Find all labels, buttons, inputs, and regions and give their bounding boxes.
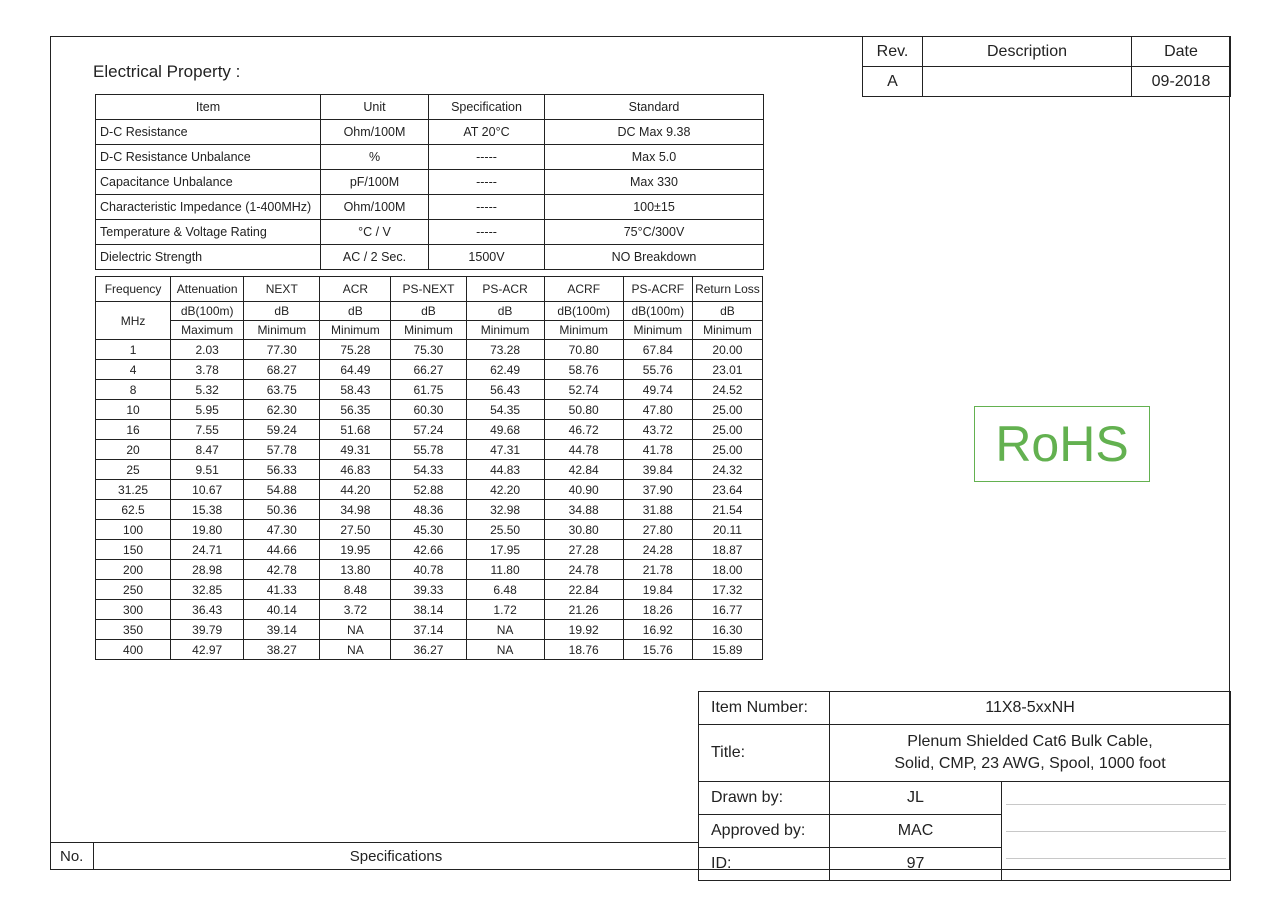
freq-cell-value: 37.90 xyxy=(623,480,692,500)
freq-cell-value: 1.72 xyxy=(466,600,544,620)
freq-unit-cell: dB xyxy=(320,302,391,321)
freq-cell-value: 49.68 xyxy=(466,420,544,440)
spec-row xyxy=(96,245,764,270)
freq-cell-value: 36.27 xyxy=(391,640,466,660)
spec-cell-specification: ----- xyxy=(429,220,545,245)
freq-cell-value: 75.28 xyxy=(320,340,391,360)
freq-unit-cell: dB xyxy=(391,302,466,321)
freq-cell-value: 45.30 xyxy=(391,520,466,540)
freq-row xyxy=(96,380,763,400)
freq-cell-value: 19.84 xyxy=(623,580,692,600)
freq-cell-value: NA xyxy=(466,640,544,660)
freq-unit-row xyxy=(96,302,763,321)
freq-cell-value: 56.43 xyxy=(466,380,544,400)
freq-cell-frequency: 1 xyxy=(96,340,171,360)
freq-cell-frequency: 4 xyxy=(96,360,171,380)
freq-unit-cell: dB xyxy=(692,302,762,321)
freq-cell-frequency: 150 xyxy=(96,540,171,560)
signature-line xyxy=(1006,858,1226,859)
item-number-row xyxy=(699,692,1231,725)
freq-cell-value: 68.27 xyxy=(244,360,320,380)
spec-row xyxy=(96,120,764,145)
freq-cell-value: 47.31 xyxy=(466,440,544,460)
spec-cell-standard: Max 5.0 xyxy=(545,145,764,170)
freq-cell-value: 27.50 xyxy=(320,520,391,540)
freq-header-attenuation: Attenuation xyxy=(171,277,244,302)
freq-cell-value: 38.14 xyxy=(391,600,466,620)
freq-cell-value: 50.80 xyxy=(544,400,623,420)
freq-cell-value: 75.30 xyxy=(391,340,466,360)
freq-cell-value: 25.00 xyxy=(692,400,762,420)
freq-cell-value: 17.32 xyxy=(692,580,762,600)
freq-cell-value: 21.26 xyxy=(544,600,623,620)
spec-cell-standard: Max 330 xyxy=(545,170,764,195)
revision-rev: A xyxy=(863,67,923,97)
spec-cell-unit: % xyxy=(321,145,429,170)
freq-cell-value: 77.30 xyxy=(244,340,320,360)
spec-cell-item: D-C Resistance Unbalance xyxy=(96,145,321,170)
revision-description xyxy=(923,67,1132,97)
freq-cell-frequency: 250 xyxy=(96,580,171,600)
freq-row xyxy=(96,500,763,520)
freq-cell-value: 19.95 xyxy=(320,540,391,560)
spec-row xyxy=(96,170,764,195)
spec-cell-unit: Ohm/100M xyxy=(321,195,429,220)
freq-limit-cell: Minimum xyxy=(244,321,320,340)
freq-cell-value: 49.74 xyxy=(623,380,692,400)
freq-cell-value: 64.49 xyxy=(320,360,391,380)
freq-cell-value: 39.14 xyxy=(244,620,320,640)
freq-row xyxy=(96,560,763,580)
revision-header-description: Description xyxy=(923,37,1132,67)
freq-cell-value: 34.98 xyxy=(320,500,391,520)
freq-cell-value: 44.78 xyxy=(544,440,623,460)
spec-row xyxy=(96,145,764,170)
freq-cell-frequency: 8 xyxy=(96,380,171,400)
freq-cell-frequency: 62.5 xyxy=(96,500,171,520)
freq-cell-value: 13.80 xyxy=(320,560,391,580)
freq-row xyxy=(96,360,763,380)
freq-unit-cell: dB xyxy=(244,302,320,321)
spec-cell-standard: DC Max 9.38 xyxy=(545,120,764,145)
freq-cell-value: 24.32 xyxy=(692,460,762,480)
approved-by-label: Approved by: xyxy=(699,815,830,848)
freq-row xyxy=(96,440,763,460)
spec-header-item: Item xyxy=(96,95,321,120)
freq-limit-cell: Maximum xyxy=(171,321,244,340)
freq-cell-value: 47.30 xyxy=(244,520,320,540)
revision-date: 09-2018 xyxy=(1132,67,1231,97)
freq-cell-frequency: 350 xyxy=(96,620,171,640)
freq-cell-value: 55.78 xyxy=(391,440,466,460)
freq-cell-value: 6.48 xyxy=(466,580,544,600)
freq-cell-value: 20.00 xyxy=(692,340,762,360)
freq-limit-cell: Minimum xyxy=(544,321,623,340)
revision-row xyxy=(863,67,1231,97)
freq-cell-value: 39.79 xyxy=(171,620,244,640)
freq-cell-value: 61.75 xyxy=(391,380,466,400)
freq-header-acr: ACR xyxy=(320,277,391,302)
freq-cell-value: 42.97 xyxy=(171,640,244,660)
freq-cell-value: 15.76 xyxy=(623,640,692,660)
drawn-by-row xyxy=(699,782,1231,815)
spec-header-row xyxy=(96,95,764,120)
freq-cell-frequency: 200 xyxy=(96,560,171,580)
freq-cell-value: 24.71 xyxy=(171,540,244,560)
freq-cell-value: 55.76 xyxy=(623,360,692,380)
freq-cell-value: 73.28 xyxy=(466,340,544,360)
freq-unit-cell: dB(100m) xyxy=(544,302,623,321)
freq-cell-value: 18.87 xyxy=(692,540,762,560)
freq-cell-value: 42.78 xyxy=(244,560,320,580)
freq-cell-value: 46.72 xyxy=(544,420,623,440)
spec-cell-unit: °C / V xyxy=(321,220,429,245)
rohs-badge: RoHS xyxy=(974,406,1150,482)
freq-header-next: NEXT xyxy=(244,277,320,302)
revision-header-date: Date xyxy=(1132,37,1231,67)
freq-cell-value: 44.83 xyxy=(466,460,544,480)
freq-row xyxy=(96,600,763,620)
electrical-property-title: Electrical Property : xyxy=(93,62,241,81)
spec-cell-specification: AT 20°C xyxy=(429,120,545,145)
freq-cell-value: 57.78 xyxy=(244,440,320,460)
freq-cell-value: 47.80 xyxy=(623,400,692,420)
freq-unit-cell: dB(100m) xyxy=(171,302,244,321)
freq-cell-frequency: 10 xyxy=(96,400,171,420)
approved-by-value: MAC xyxy=(830,815,1002,848)
freq-header-ps-acr: PS-ACR xyxy=(466,277,544,302)
freq-cell-value: 3.78 xyxy=(171,360,244,380)
drawn-by-value: JL xyxy=(830,782,1002,815)
freq-cell-value: 36.43 xyxy=(171,600,244,620)
freq-cell-value: 52.88 xyxy=(391,480,466,500)
freq-cell-value: 40.14 xyxy=(244,600,320,620)
title-value xyxy=(830,725,1231,782)
freq-cell-frequency: 16 xyxy=(96,420,171,440)
freq-row xyxy=(96,460,763,480)
freq-cell-value: 51.68 xyxy=(320,420,391,440)
freq-cell-value: NA xyxy=(466,620,544,640)
freq-cell-value: NA xyxy=(320,620,391,640)
freq-limit-cell: Minimum xyxy=(623,321,692,340)
freq-cell-value: 56.33 xyxy=(244,460,320,480)
freq-cell-value: 27.28 xyxy=(544,540,623,560)
freq-cell-value: 25.00 xyxy=(692,440,762,460)
freq-cell-value: 32.85 xyxy=(171,580,244,600)
freq-cell-value: 24.78 xyxy=(544,560,623,580)
freq-cell-value: 5.32 xyxy=(171,380,244,400)
revision-table xyxy=(862,36,1231,97)
specifications-row xyxy=(50,842,698,870)
spec-cell-item: Capacitance Unbalance xyxy=(96,170,321,195)
title-line-1: Plenum Shielded Cat6 Bulk Cable, xyxy=(907,733,1153,750)
freq-limit-cell: Minimum xyxy=(320,321,391,340)
freq-cell-value: 18.00 xyxy=(692,560,762,580)
freq-cell-value: 52.74 xyxy=(544,380,623,400)
freq-cell-value: 19.80 xyxy=(171,520,244,540)
freq-header-ps-next: PS-NEXT xyxy=(391,277,466,302)
signature-line xyxy=(1006,831,1226,832)
freq-cell-value: 42.66 xyxy=(391,540,466,560)
signature-line xyxy=(1006,804,1226,805)
freq-header-ps-acrf: PS-ACRF xyxy=(623,277,692,302)
freq-cell-value: 48.36 xyxy=(391,500,466,520)
spec-cell-unit: pF/100M xyxy=(321,170,429,195)
title-label: Title: xyxy=(699,725,830,782)
freq-cell-value: NA xyxy=(320,640,391,660)
freq-cell-value: 59.24 xyxy=(244,420,320,440)
freq-row xyxy=(96,400,763,420)
freq-cell-value: 62.30 xyxy=(244,400,320,420)
frequency-table xyxy=(95,276,763,660)
freq-header-row xyxy=(96,277,763,302)
freq-cell-value: 32.98 xyxy=(466,500,544,520)
drawn-by-label: Drawn by: xyxy=(699,782,830,815)
freq-unit-cell: dB xyxy=(466,302,544,321)
freq-cell-value: 40.90 xyxy=(544,480,623,500)
freq-cell-value: 44.20 xyxy=(320,480,391,500)
freq-cell-value: 16.77 xyxy=(692,600,762,620)
freq-row xyxy=(96,340,763,360)
freq-cell-value: 24.28 xyxy=(623,540,692,560)
freq-cell-value: 20.11 xyxy=(692,520,762,540)
freq-cell-value: 10.67 xyxy=(171,480,244,500)
spec-cell-standard: 75°C/300V xyxy=(545,220,764,245)
freq-cell-value: 30.80 xyxy=(544,520,623,540)
freq-unit-mhz: MHz xyxy=(96,302,171,340)
freq-limit-cell: Minimum xyxy=(466,321,544,340)
freq-row xyxy=(96,520,763,540)
freq-cell-value: 8.47 xyxy=(171,440,244,460)
spec-cell-specification: ----- xyxy=(429,170,545,195)
title-line-2: Solid, CMP, 23 AWG, Spool, 1000 foot xyxy=(894,755,1166,772)
freq-header-return-loss: Return Loss xyxy=(692,277,762,302)
spec-cell-specification: ----- xyxy=(429,145,545,170)
freq-cell-value: 46.83 xyxy=(320,460,391,480)
freq-cell-value: 2.03 xyxy=(171,340,244,360)
freq-row xyxy=(96,640,763,660)
freq-cell-value: 43.72 xyxy=(623,420,692,440)
freq-cell-value: 27.80 xyxy=(623,520,692,540)
freq-cell-value: 19.92 xyxy=(544,620,623,640)
spec-cell-item: Characteristic Impedance (1-400MHz) xyxy=(96,195,321,220)
freq-cell-frequency: 31.25 xyxy=(96,480,171,500)
freq-cell-value: 37.14 xyxy=(391,620,466,640)
item-number-label: Item Number: xyxy=(699,692,830,725)
freq-limit-cell: Minimum xyxy=(391,321,466,340)
freq-cell-value: 50.36 xyxy=(244,500,320,520)
freq-cell-value: 49.31 xyxy=(320,440,391,460)
freq-cell-value: 21.54 xyxy=(692,500,762,520)
freq-cell-frequency: 20 xyxy=(96,440,171,460)
spec-cell-specification: 1500V xyxy=(429,245,545,270)
freq-cell-value: 40.78 xyxy=(391,560,466,580)
freq-cell-value: 24.52 xyxy=(692,380,762,400)
freq-limit-cell: Minimum xyxy=(692,321,762,340)
freq-cell-value: 62.49 xyxy=(466,360,544,380)
freq-cell-value: 22.84 xyxy=(544,580,623,600)
freq-cell-value: 23.01 xyxy=(692,360,762,380)
freq-row xyxy=(96,540,763,560)
spec-row xyxy=(96,195,764,220)
item-number-value: 11X8-5xxNH xyxy=(830,692,1231,725)
freq-cell-value: 25.50 xyxy=(466,520,544,540)
freq-cell-value: 67.84 xyxy=(623,340,692,360)
freq-cell-frequency: 25 xyxy=(96,460,171,480)
freq-row xyxy=(96,480,763,500)
spec-header-standard: Standard xyxy=(545,95,764,120)
freq-cell-value: 56.35 xyxy=(320,400,391,420)
freq-cell-value: 16.30 xyxy=(692,620,762,640)
title-block xyxy=(698,691,1231,881)
freq-row xyxy=(96,580,763,600)
freq-cell-value: 57.24 xyxy=(391,420,466,440)
freq-cell-value: 54.33 xyxy=(391,460,466,480)
freq-cell-value: 31.88 xyxy=(623,500,692,520)
freq-cell-frequency: 300 xyxy=(96,600,171,620)
id-value: 97 xyxy=(830,848,1002,881)
freq-cell-value: 58.43 xyxy=(320,380,391,400)
spec-cell-standard: 100±15 xyxy=(545,195,764,220)
signature-area xyxy=(1002,782,1231,881)
freq-cell-value: 63.75 xyxy=(244,380,320,400)
spec-cell-specification: ----- xyxy=(429,195,545,220)
freq-cell-value: 39.84 xyxy=(623,460,692,480)
freq-cell-value: 41.33 xyxy=(244,580,320,600)
freq-cell-value: 60.30 xyxy=(391,400,466,420)
freq-cell-frequency: 400 xyxy=(96,640,171,660)
freq-cell-value: 23.64 xyxy=(692,480,762,500)
no-label: No. xyxy=(50,843,94,870)
freq-cell-value: 38.27 xyxy=(244,640,320,660)
freq-cell-value: 5.95 xyxy=(171,400,244,420)
freq-cell-value: 16.92 xyxy=(623,620,692,640)
freq-cell-value: 34.88 xyxy=(544,500,623,520)
spec-cell-unit: Ohm/100M xyxy=(321,120,429,145)
freq-cell-value: 9.51 xyxy=(171,460,244,480)
freq-header-acrf: ACRF xyxy=(544,277,623,302)
freq-cell-value: 70.80 xyxy=(544,340,623,360)
freq-cell-value: 3.72 xyxy=(320,600,391,620)
freq-cell-value: 8.48 xyxy=(320,580,391,600)
freq-cell-value: 42.84 xyxy=(544,460,623,480)
freq-cell-frequency: 100 xyxy=(96,520,171,540)
freq-cell-value: 39.33 xyxy=(391,580,466,600)
id-label: ID: xyxy=(699,848,830,881)
spec-header-specification: Specification xyxy=(429,95,545,120)
freq-cell-value: 28.98 xyxy=(171,560,244,580)
freq-cell-value: 25.00 xyxy=(692,420,762,440)
specifications-label: Specifications xyxy=(349,848,443,865)
spec-row xyxy=(96,220,764,245)
freq-cell-value: 11.80 xyxy=(466,560,544,580)
freq-unit-cell: dB(100m) xyxy=(623,302,692,321)
freq-cell-value: 21.78 xyxy=(623,560,692,580)
freq-cell-value: 44.66 xyxy=(244,540,320,560)
spec-cell-item: Dielectric Strength xyxy=(96,245,321,270)
freq-row xyxy=(96,620,763,640)
revision-header-rev: Rev. xyxy=(863,37,923,67)
freq-cell-value: 17.95 xyxy=(466,540,544,560)
spec-cell-item: Temperature & Voltage Rating xyxy=(96,220,321,245)
freq-cell-value: 7.55 xyxy=(171,420,244,440)
freq-header-frequency: Frequency xyxy=(96,277,171,302)
freq-cell-value: 54.88 xyxy=(244,480,320,500)
freq-cell-value: 15.89 xyxy=(692,640,762,660)
freq-cell-value: 15.38 xyxy=(171,500,244,520)
spec-table xyxy=(95,94,764,270)
freq-limit-row xyxy=(96,321,763,340)
freq-cell-value: 18.26 xyxy=(623,600,692,620)
freq-cell-value: 58.76 xyxy=(544,360,623,380)
freq-cell-value: 41.78 xyxy=(623,440,692,460)
spec-header-unit: Unit xyxy=(321,95,429,120)
freq-cell-value: 42.20 xyxy=(466,480,544,500)
spec-cell-standard: NO Breakdown xyxy=(545,245,764,270)
spec-cell-unit: AC / 2 Sec. xyxy=(321,245,429,270)
spec-cell-item: D-C Resistance xyxy=(96,120,321,145)
freq-cell-value: 18.76 xyxy=(544,640,623,660)
freq-cell-value: 66.27 xyxy=(391,360,466,380)
revision-header-row xyxy=(863,37,1231,67)
freq-row xyxy=(96,420,763,440)
title-row xyxy=(699,725,1231,782)
freq-cell-value: 54.35 xyxy=(466,400,544,420)
